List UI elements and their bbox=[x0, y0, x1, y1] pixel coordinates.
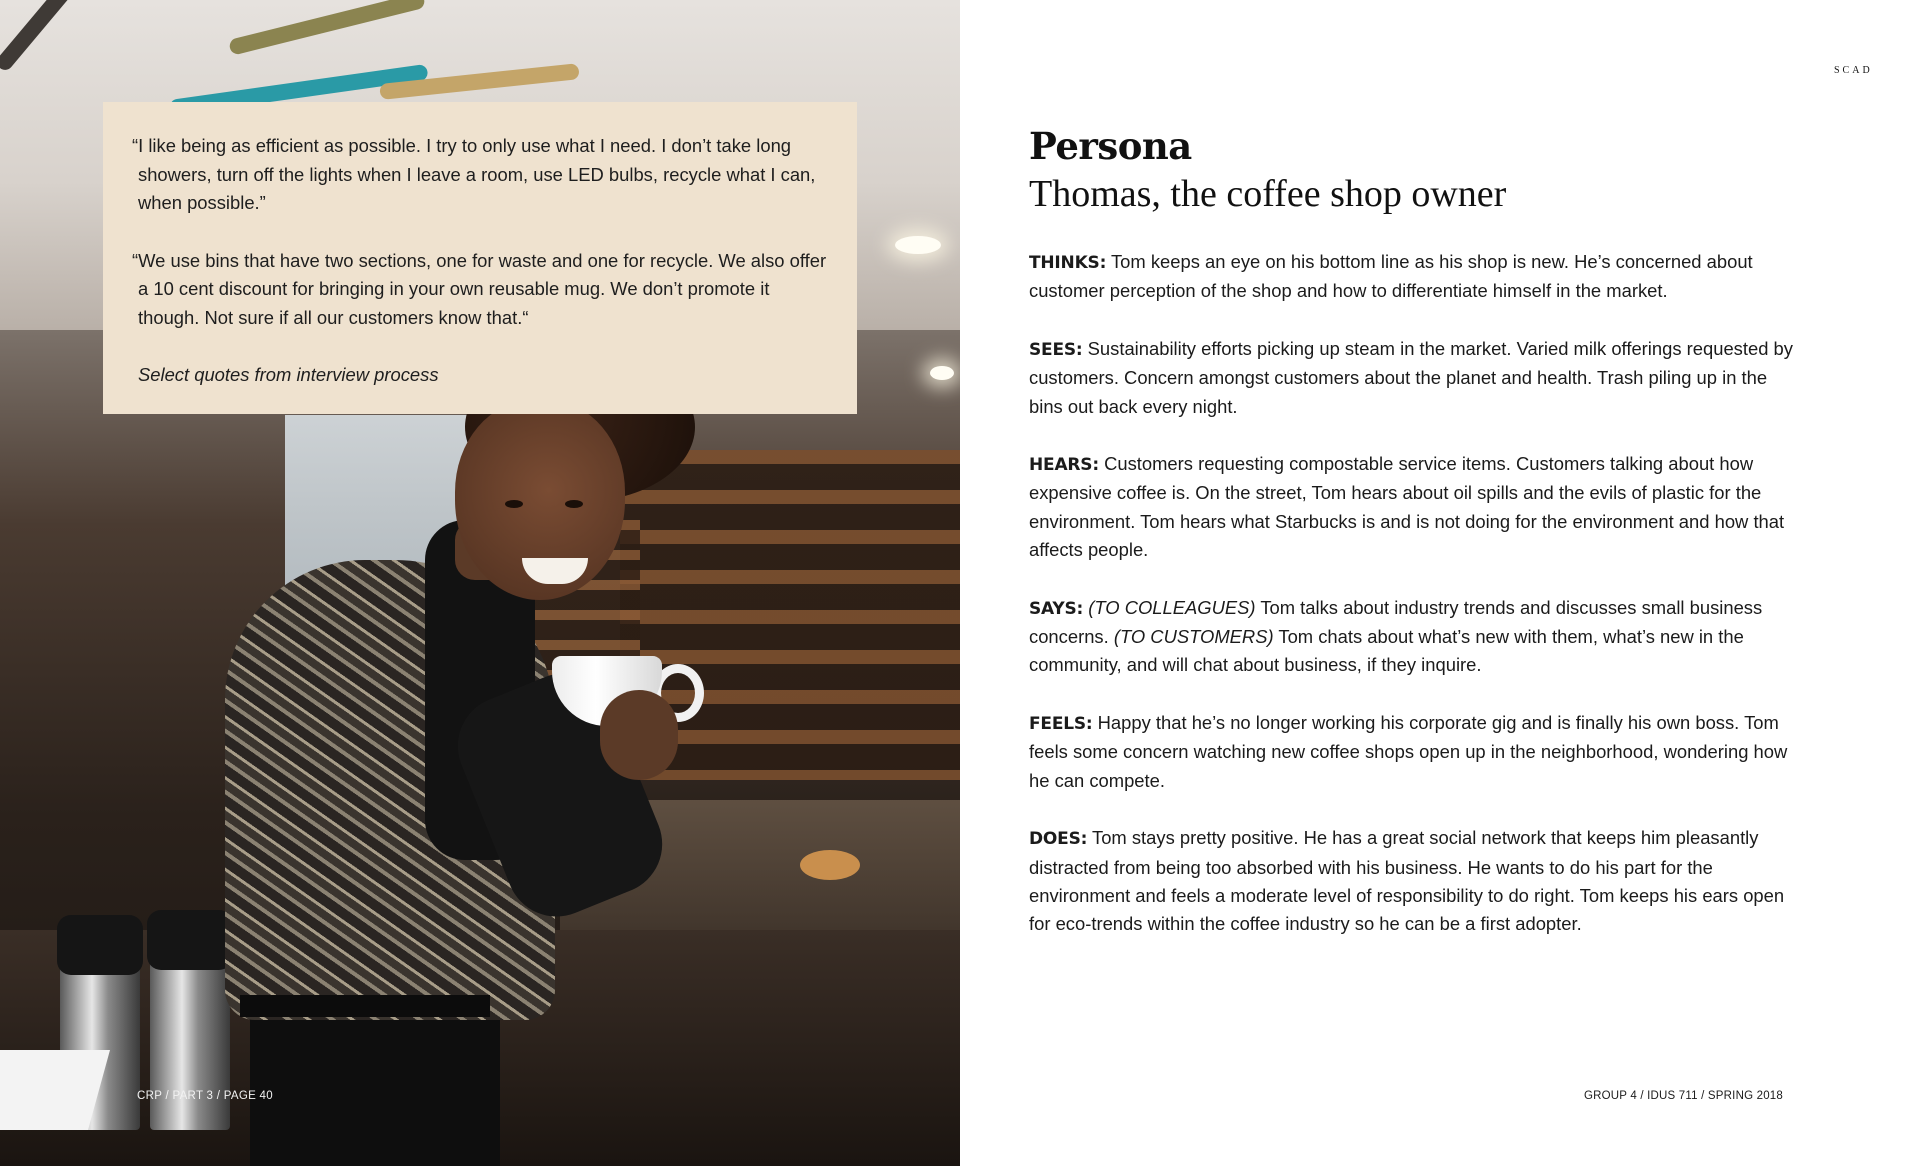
section-label: THINKS: bbox=[1029, 253, 1107, 273]
quote-box bbox=[103, 102, 857, 414]
section-thinks bbox=[1029, 248, 1799, 306]
quote-caption: Select quotes from interview process bbox=[138, 363, 439, 385]
person-eye bbox=[565, 500, 583, 508]
section-hears bbox=[1029, 450, 1799, 565]
audience-label: (TO CUSTOMERS) bbox=[1113, 626, 1274, 648]
thermos-cap bbox=[147, 910, 233, 970]
audience-label: (TO COLLEAGUES) bbox=[1088, 596, 1256, 618]
folio-right: GROUP 4 / IDUS 711 / SPRING 2018 bbox=[1584, 1090, 1783, 1102]
page-subtitle: Thomas, the coffee shop owner bbox=[1029, 173, 1507, 215]
persona-body bbox=[1029, 248, 1799, 968]
section-says bbox=[1029, 594, 1799, 680]
ceiling-light bbox=[930, 366, 954, 380]
pastry bbox=[800, 850, 860, 880]
interview-quote: “I like being as efficient as possible. I try to only use what I need. I don’t take long showers, turn off the lights when I leave a room, use LED bulbs, recycle what I can, when possible.” bbox=[132, 135, 816, 214]
section-text: Tom stays pretty positive. He has a great social network that keeps him pleasantly distracted from being too absorbed with his business. He wants to do his part for the environment and feels a moderate level of responsibility to do right. Tom keeps his ears open for eco-trends within the coffee industry so he can be a first adopter. bbox=[1029, 827, 1785, 935]
section-text: Tom chats about what’s new with them, what’s new in the community, and will chat about business, if they inquire. bbox=[1029, 626, 1744, 676]
section-does bbox=[1029, 824, 1799, 939]
ceiling-light bbox=[895, 236, 941, 254]
interview-quote: “We use bins that have two sections, one for waste and one for recycle. We also offer a 10 cent discount for bringing in your own reusable mug. We don’t promote it though. Not sure if all our customers know that.“ bbox=[132, 249, 827, 328]
person-pants bbox=[250, 1015, 500, 1166]
person-hand bbox=[600, 690, 678, 780]
section-text: Happy that he’s no longer working his corporate gig and is finally his own boss. Tom feels some concern watching new coffee shops open up in the neighborhood, wondering how he can compete. bbox=[1029, 711, 1788, 791]
section-text: Customers requesting compostable service items. Customers talking about how expensive coffee is. On the street, Tom hears about oil spills and the evils of plastic for the environment. Tom hears what Starbucks is and is not doing for the environment and how that affects people. bbox=[1029, 453, 1785, 561]
page-title: Persona bbox=[1029, 124, 1192, 168]
thermos-cap bbox=[57, 915, 143, 975]
section-text: Sustainability efforts picking up steam in the market. Varied milk offerings requested by customers. Concern amongst customers about the planet and health. Trash piling up in the bins out back every night. bbox=[1029, 337, 1793, 417]
section-feels bbox=[1029, 709, 1799, 795]
section-sees bbox=[1029, 335, 1799, 421]
person-eye bbox=[505, 500, 523, 508]
section-text: Tom keeps an eye on his bottom line as his shop is new. He’s concerned about customer perception of the shop and how to differentiate himself in the market. bbox=[1029, 251, 1753, 302]
section-label: FEELS: bbox=[1029, 713, 1093, 734]
person-belt bbox=[240, 995, 490, 1017]
folio-left: CRP / PART 3 / PAGE 40 bbox=[137, 1090, 273, 1102]
section-label: DOES: bbox=[1029, 829, 1088, 850]
section-label: HEARS: bbox=[1029, 455, 1099, 476]
section-label: SEES: bbox=[1029, 339, 1083, 360]
section-label: SAYS: bbox=[1029, 598, 1084, 619]
section-text: Tom talks about industry trends and discusses small business concerns. bbox=[1029, 596, 1763, 648]
brand-logo: SCAD bbox=[1834, 65, 1873, 76]
